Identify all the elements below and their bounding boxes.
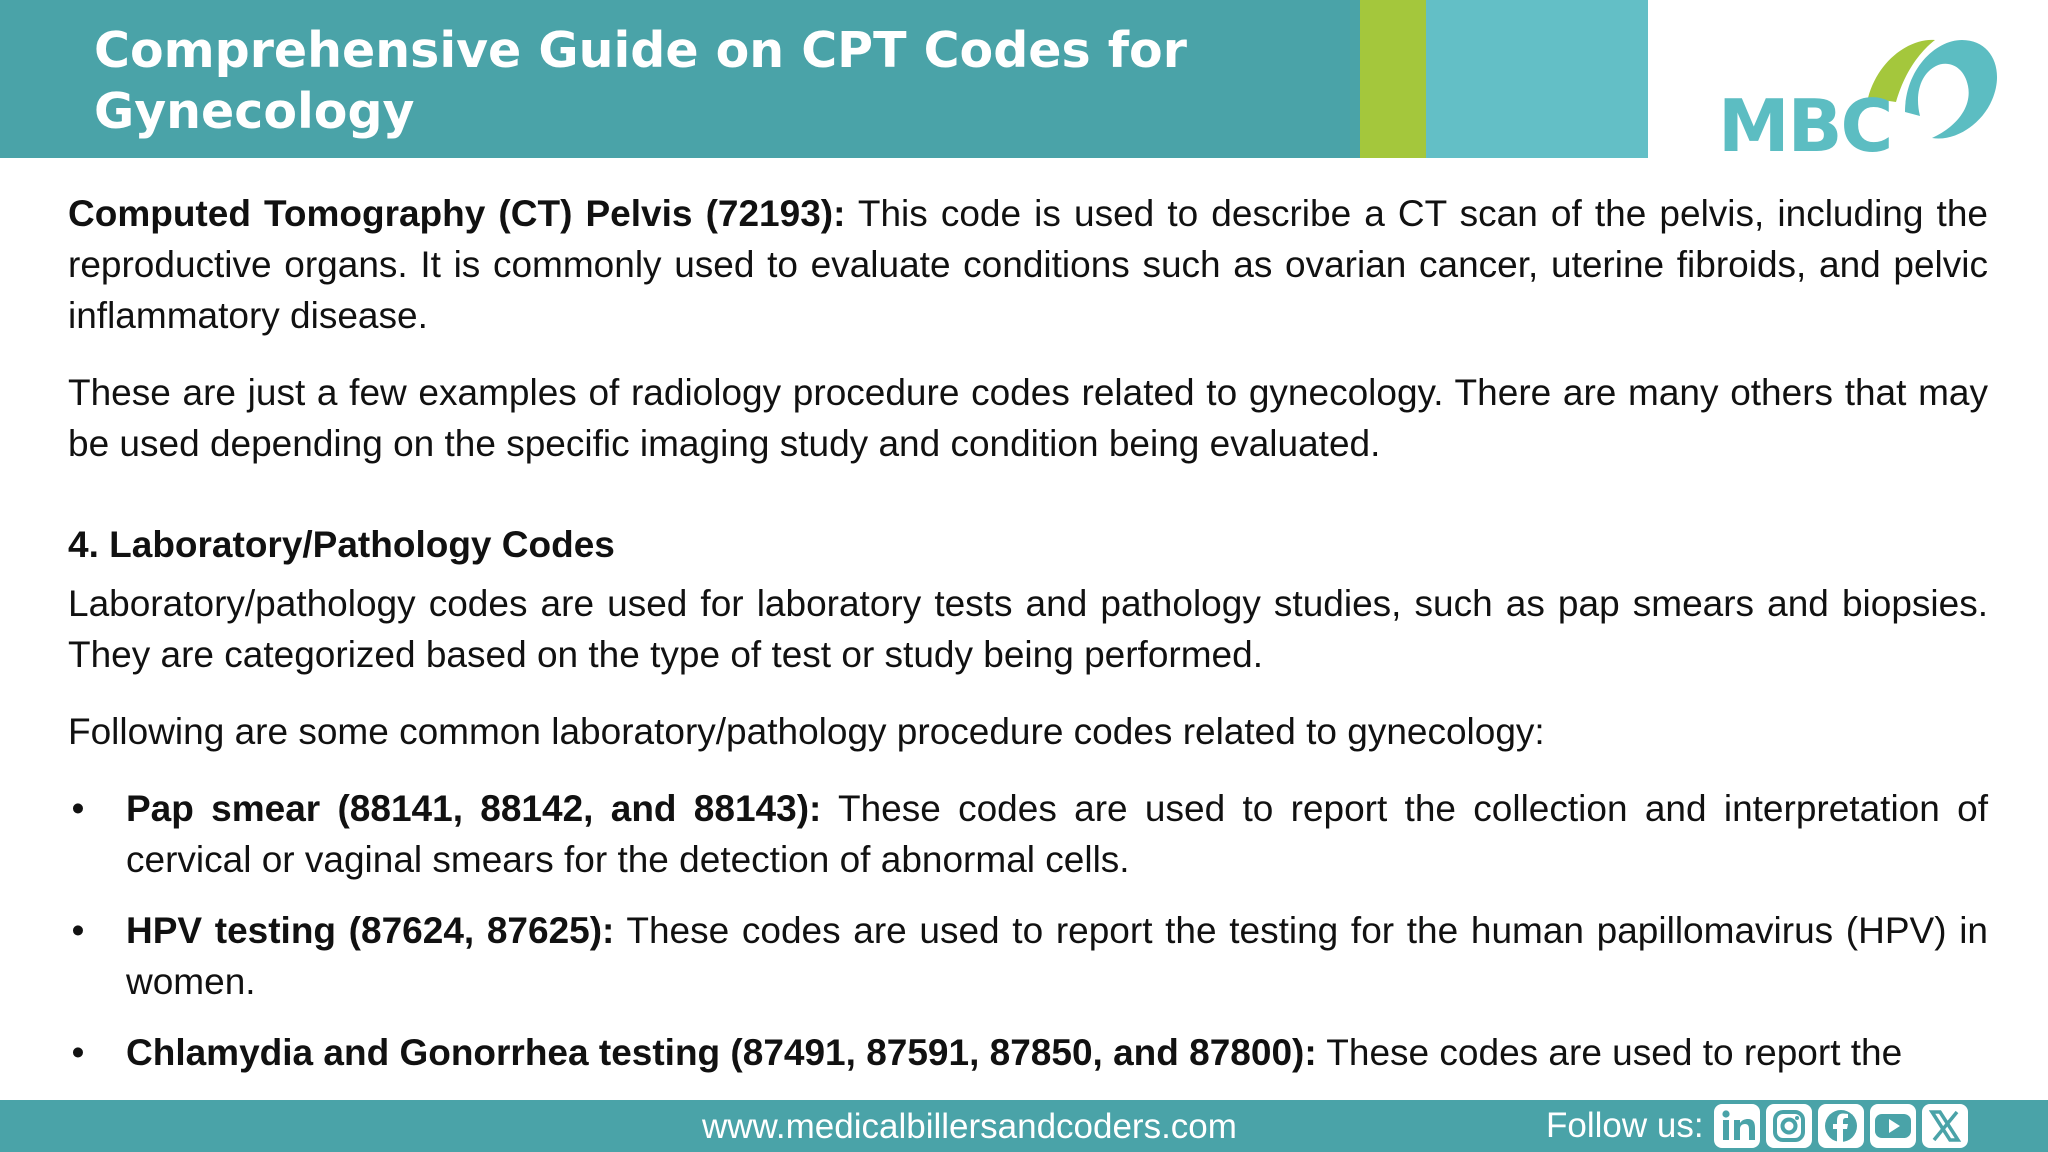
mbc-logo xyxy=(1700,20,2000,168)
accent-stripe-cyan xyxy=(1426,0,1648,158)
ct-pelvis-description: This code is used to describe a CT scan of the pelvis, including the reproductive organs. It is commonly used to evaluate conditions such as ovarian cancer, uterine fibroids, and pelvic inflammatory disease. xyxy=(68,193,1988,336)
list-item xyxy=(68,905,1988,1007)
ct-pelvis-term: Computed Tomography (CT) Pelvis (72193): xyxy=(68,193,846,234)
linkedin-icon[interactable] xyxy=(1714,1104,1760,1148)
paragraph-ct-pelvis xyxy=(68,188,1988,341)
website-link[interactable]: www.medicalbillersandcoders.com xyxy=(702,1107,1237,1146)
list-item-description: These codes are used to report the testing for the human papillomavirus (HPV) in women. xyxy=(126,910,1988,1002)
x-icon[interactable] xyxy=(1922,1104,1968,1148)
paragraph-lab-intro: Laboratory/pathology codes are used for laboratory tests and pathology studies, such as pap smears and biopsies. They are categorized based on the type of test or study being performed. xyxy=(68,583,1988,675)
bullet-marker: • xyxy=(71,1032,85,1073)
lab-codes-list xyxy=(68,783,1988,1078)
header-bar xyxy=(0,0,1360,158)
list-item xyxy=(68,783,1988,885)
main-content xyxy=(68,188,1988,1098)
list-item-description: These codes are used to report the xyxy=(1316,1032,1903,1073)
list-item-term: Pap smear (88141, 88142, and 88143): xyxy=(126,788,822,829)
title-line-1: Comprehensive Guide on CPT Codes for xyxy=(94,22,1187,79)
list-item-term: Chlamydia and Gonorrhea testing (87491, 87591, 87850, and 87800): xyxy=(126,1032,1317,1073)
logo-text: MBC xyxy=(1718,84,1892,168)
list-item-term: HPV testing (87624, 87625): xyxy=(126,910,615,951)
section-heading: 4. Laboratory/Pathology Codes xyxy=(68,524,615,565)
paragraph-lab-list-intro: Following are some common laboratory/pathology procedure codes related to gynecology: xyxy=(68,711,1545,752)
bullet-marker: • xyxy=(71,910,85,951)
list-item-description: These codes are used to report the collection and interpretation of cervical or vaginal smears for the detection of abnormal cells. xyxy=(126,788,1988,880)
footer-bar xyxy=(0,1100,2048,1152)
instagram-icon[interactable] xyxy=(1766,1104,1812,1148)
list-item xyxy=(68,1027,1988,1078)
accent-stripe-green xyxy=(1360,0,1426,158)
bullet-marker: • xyxy=(71,788,85,829)
follow-label: Follow us: xyxy=(1546,1106,1704,1145)
facebook-icon[interactable] xyxy=(1818,1104,1864,1148)
title-line-2: Gynecology xyxy=(94,83,415,140)
youtube-icon[interactable] xyxy=(1870,1104,1916,1148)
page-title xyxy=(94,20,1294,142)
paragraph-radiology-summary: These are just a few examples of radiology procedure codes related to gynecology. There are many others that may be used depending on the specific imaging study and condition being evaluated. xyxy=(68,372,1988,464)
